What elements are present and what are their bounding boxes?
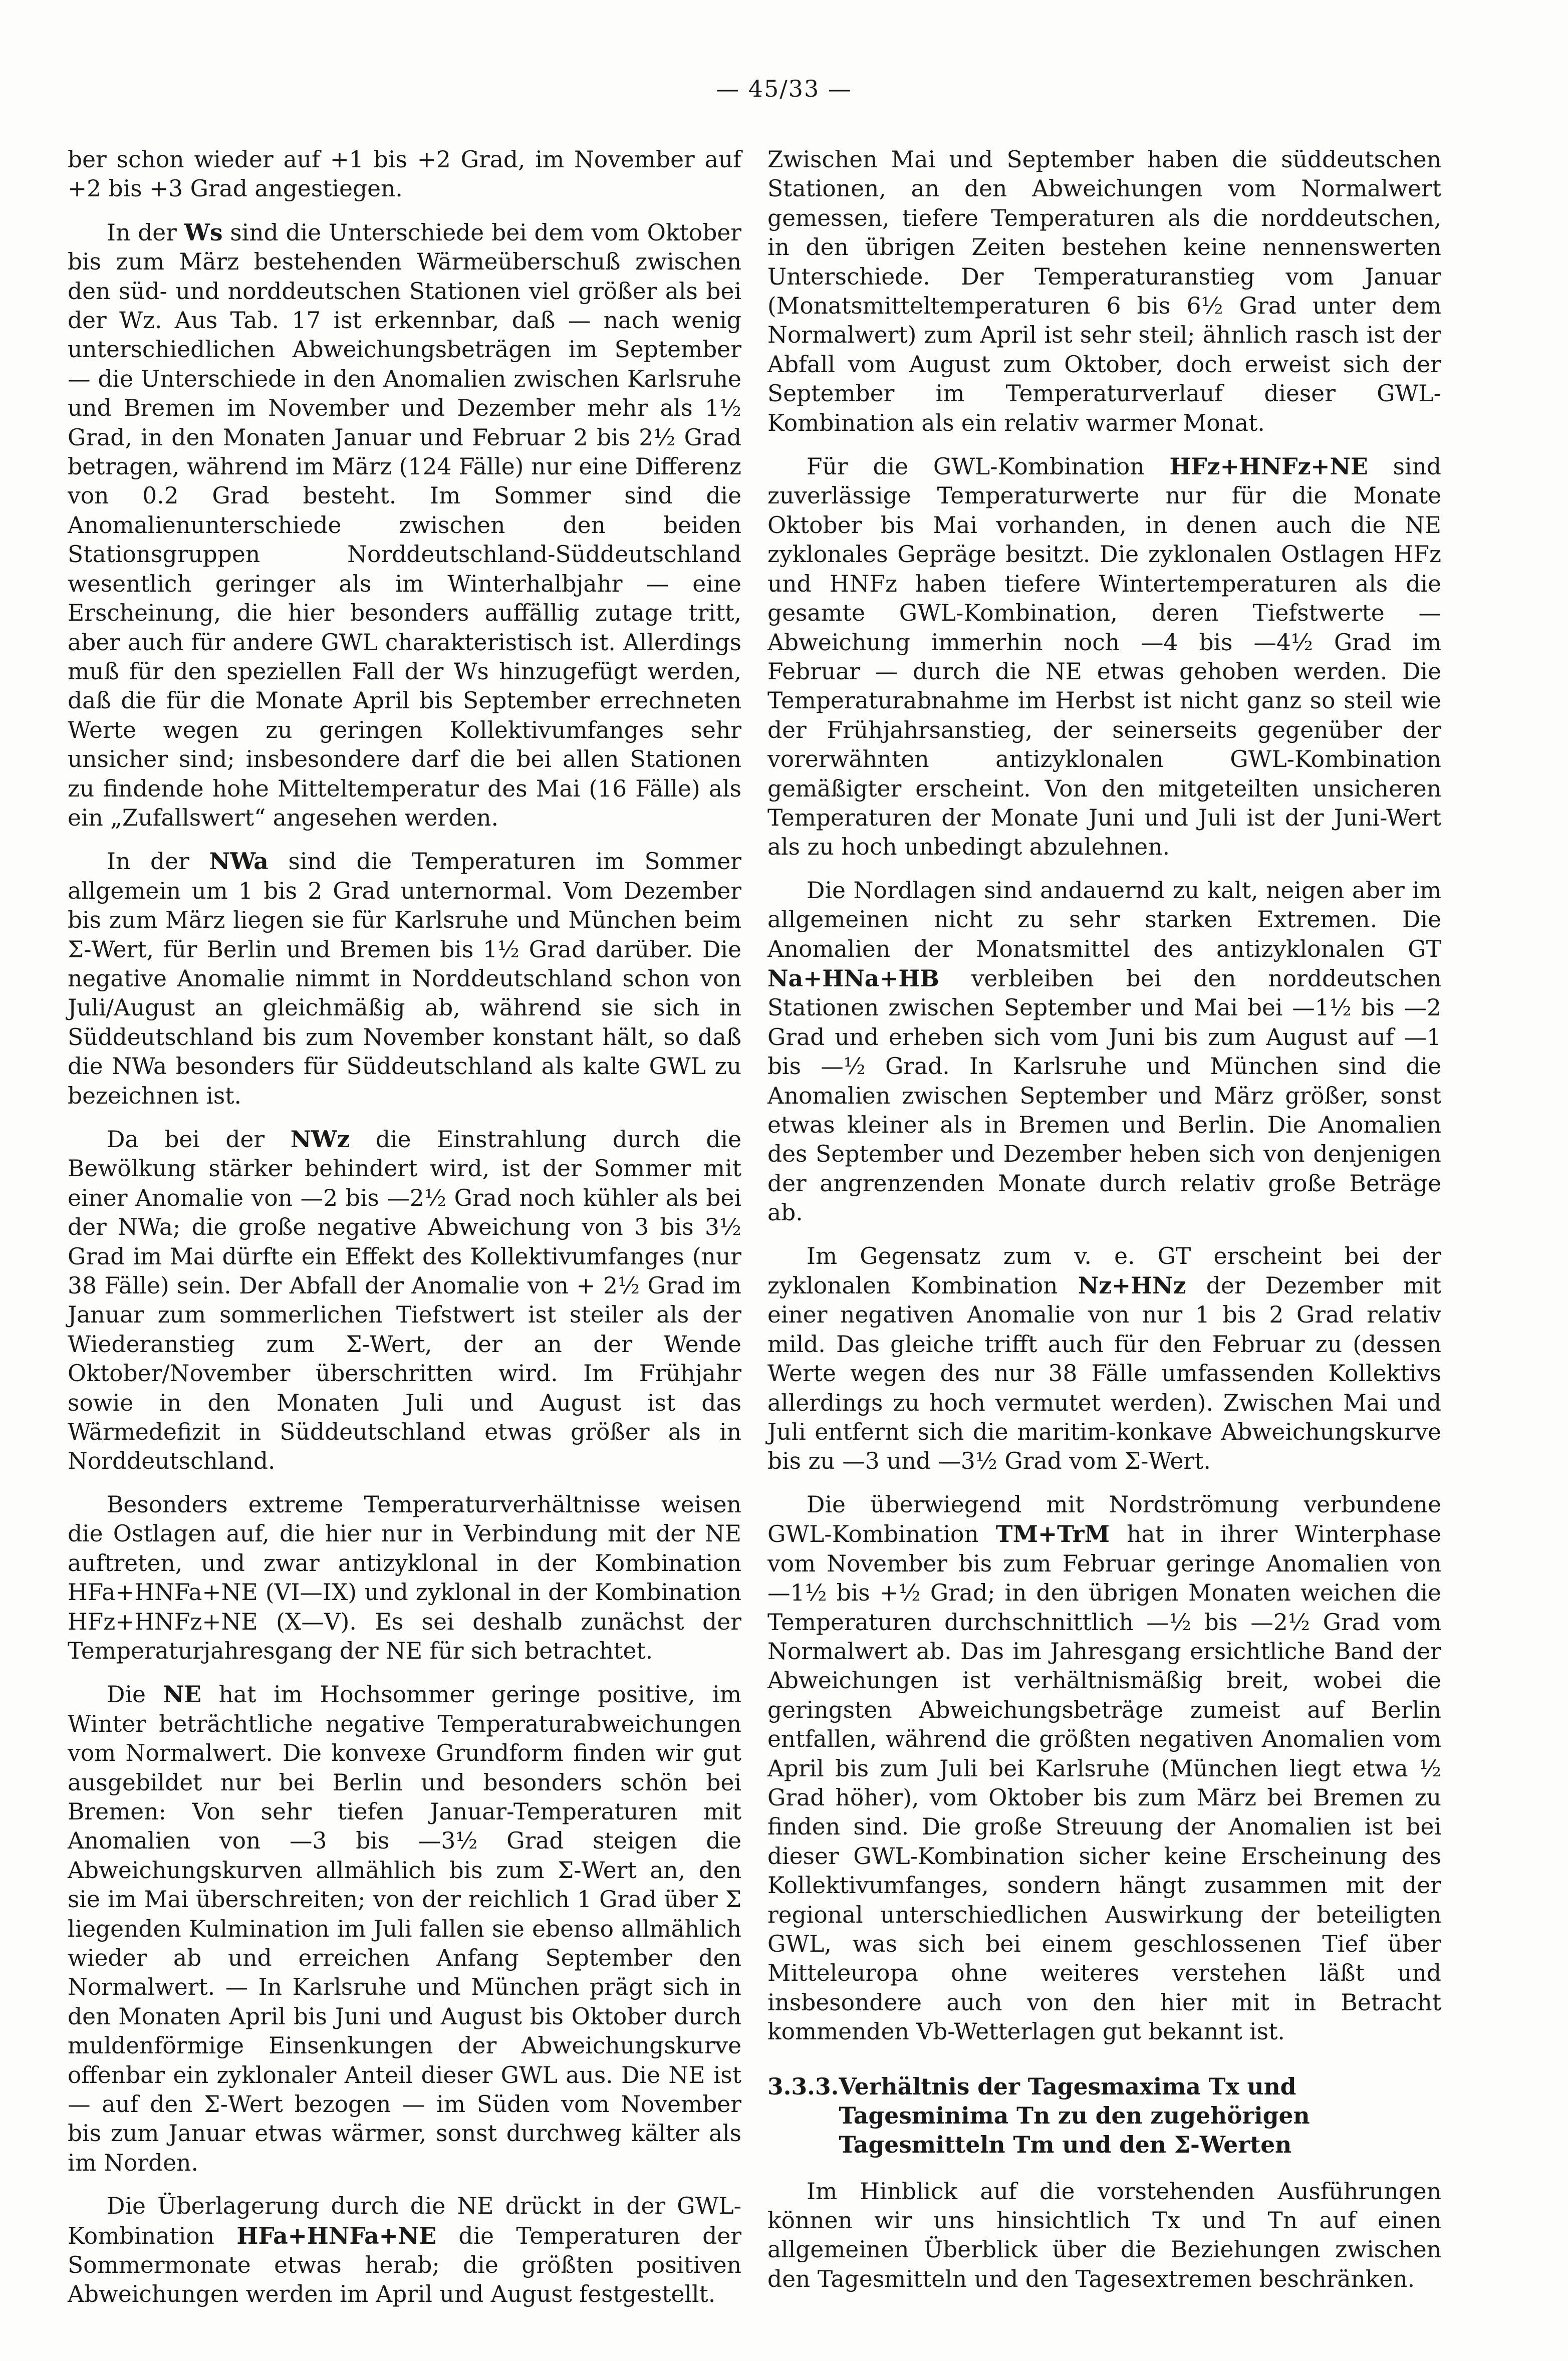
bold-term: Ws — [184, 218, 223, 246]
bold-term: HFz+HNFz+NE — [1169, 453, 1368, 480]
bold-term: NE — [163, 1681, 201, 1708]
section-title: Verhältnis der Tagesmaxima Tx und Tagesminima Tn zu den zugehörigen Tagesmitteln Tm und den Σ-Werten — [839, 2072, 1310, 2158]
text-run: hat in ihrer Winterphase vom November bis zum Februar geringe Anomalien von —1½ bis +½ Grad; in den übrigen Monaten weichen die Temperaturen durchschnittlich —½ bis —2½ Grad vom Normalwert ab. Das im Jahresgang ersichtliche Band der Abweichungen ist verhältnismäßig breit, wobei die geringsten Abweichungsbeträge zumeist auf Berlin entfallen, während die größten negativen Anomalien vom April bis zum Juli bei Karlsruhe (München liegt etwa ½ Grad höher), vom Oktober bis zum März bei Bremen zu finden sind. Die große Streuung der Anomalien ist bei dieser GWL-Kombination sicher keine Erscheinung des Kollektivumfanges, sondern hängt zusammen mit der regional unterschiedlichen Auswirkung der beteiligten GWL, was sich bei einem geschlossenen Tief über Mitteleuropa ohne weiteres verstehen läßt und insbesondere auch von den hier mit in Betracht kommenden Vb-Wetterlagen gut bekannt ist. — [767, 1521, 1441, 2045]
text-run: sind die Unterschiede bei dem vom Oktober bis zum März bestehenden Wärmeüberschuß zwischen den süd- und norddeutschen Stationen viel größer als bei der Wz. Aus Tab. 17 ist erkennbar, daß — nach wenig unterschiedlichen Abweichungsbeträgen im September — die Unterschiede in den Anomalien zwischen Karlsruhe und Bremen im November und Dezember mehr als 1½ Grad, in den Monaten Januar und Februar 2 bis 2½ Grad betragen, während im März (124 Fälle) nur eine Differenz von 0.2 Grad besteht. Im Sommer sind die Anomalienunterschiede zwischen den beiden Stationsgruppen Norddeutschland-Süddeutschland wesentlich geringer als im Winterhalbjahr — eine Erscheinung, die hier besonders auffällig zutage tritt, aber auch für andere GWL charakteristisch ist. Allerdings muß für den speziellen Fall der Ws hinzugefügt werden, daß die für die Monate April bis September errechneten Werte wegen zu geringen Kollektivumfanges sehr unsicher sind; insbesondere darf die bei allen Stationen zu findende hohe Mitteltemperatur des Mai (16 Fälle) als ein „Zufallswert“ angesehen werden. — [68, 219, 741, 831]
page-number: — 45/33 — — [716, 75, 852, 102]
text-run: In der — [107, 848, 209, 875]
text-run: Zwischen Mai und September haben die süddeutschen Stationen, an den Abweichungen vom Normalwert gemessen, tiefere Temperaturen als die norddeutschen, in den übrigen Zeiten bestehen keine nennenswerten Unterschiede. Der Temperaturanstieg vom Januar (Monatsmitteltemperaturen 6 bis 6½ Grad unter dem Normalwert) zum April ist sehr steil; ähnlich rasch ist der Abfall vom August zum Oktober, doch erweist sich der September im Temperaturverlauf dieser GWL-Kombination als ein relativ warmer Monat. — [767, 146, 1441, 436]
section-number: 3.3.3. — [767, 2072, 839, 2100]
text-run: In der — [107, 219, 184, 246]
text-run: Da bei der — [107, 1126, 291, 1153]
left-column — [68, 145, 741, 2309]
bold-term: Na+HNa+HB — [767, 964, 939, 992]
text-run: sind zuverlässige Temperaturwerte nur für die Monate Oktober bis Mai vorhanden, in denen auch die NE zyklonales Gepräge besitzt. Die zyklonalen Ostlagen HFz und HNFz haben tiefere Wintertemperaturen als die gesamte GWL-Kombination, deren Tiefstwerte — Abweichung immerhin noch —4 bis —4½ Grad im Februar — durch die NE etwas gehoben werden. Die Temperaturabnahme im Herbst ist nicht ganz so steil wie der Frühjahrsanstieg, der seinerseits gegenüber der vorerwähnten antizyklonalen GWL-Kombination gemäßigter erscheint. Von den mitgeteilten unsicheren Temperaturen der Monate Juni und Juli ist der Juni-Wert als zu hoch unbedingt abzulehnen. — [767, 453, 1441, 861]
bold-term: NWz — [290, 1126, 350, 1153]
bold-term: HFa+HNFa+NE — [236, 2222, 437, 2249]
paragraph — [767, 452, 1441, 862]
text-run: Besonders extreme Temperaturverhältnisse weisen die Ostlagen auf, die hier nur in Verbindung mit der NE auftreten, und zwar antizyklonal in der Kombination HFa+HNFa+NE (VI—IX) und zyklonal in der Kombination HFz+HNFz+NE (X—V). Es sei deshalb zunächst der Temperaturjahresgang der NE für sich betrachtet. — [68, 1491, 741, 1664]
text-run: Die — [107, 1681, 163, 1708]
paragraph — [68, 1490, 741, 1666]
paragraph — [767, 1490, 1441, 2047]
bold-term: NWa — [209, 848, 269, 875]
text-run: hat im Hochsommer geringe positive, im Winter beträchtliche negative Temperaturabweichungen vom Normalwert. Die konvexe Grundform finden wir gut ausgebildet nur bei Berlin und besonders schön bei Bremen: Von sehr tiefen Januar-Temperaturen mit Anomalien von —3 bis —3½ Grad steigen die Abweichungskurven allmählich bis zum Σ-Wert an, den sie im Mai überschreiten; von der reichlich 1 Grad über Σ liegenden Kulmination im Juli fallen sie ebenso allmählich wieder ab und erreichen Anfang September den Normalwert. — In Karlsruhe und München prägt sich in den Monaten April bis Juni und August bis Oktober durch muldenförmige Einsenkungen der Abweichungskurve offenbar ein zyklonaler Anteil dieser GWL aus. Die NE ist — auf den Σ-Wert bezogen — im Süden vom November bis zum Januar etwas wärmer, sonst durchweg kälter als im Norden. — [68, 1681, 742, 2176]
right-column — [767, 145, 1441, 2294]
text-run: der Dezember mit einer negativen Anomalie von nur 1 bis 2 Grad relativ mild. Das gleiche trifft auch für den Februar zu (dessen Werte wegen des nur 38 Fälle umfassenden Kollektivs allerdings zu hoch vermutet werden). Zwischen Mai und Juli entfernt sich die maritim-konkave Abweichungskurve bis zu —3 und —3½ Grad vom Σ-Wert. — [767, 1272, 1441, 1475]
paragraph — [68, 1680, 741, 2178]
text-run: Für die GWL-Kombination — [807, 453, 1170, 480]
text-run: die Temperaturen der Sommermonate etwas herab; die größten positiven Abweichungen werden im April und August festgestellt. — [68, 2222, 741, 2308]
text-run: ber schon wieder auf +1 bis +2 Grad, im November auf +2 bis +3 Grad angestiegen. — [68, 146, 741, 202]
section-heading — [767, 2072, 1441, 2159]
text-run: Die Überlagerung durch die NE drückt in der GWL-Kombination — [68, 2193, 741, 2249]
text-run: die Einstrahlung durch die Bewölkung stärker behindert wird, ist der Sommer mit einer Anomalie von —2 bis —2½ Grad noch kühler als bei der NWa; die große negative Abweichung von 3 bis 3½ Grad im Mai dürfte ein Effekt des Kollektivumfanges (nur 38 Fälle) sein. Der Abfall der Anomalie von + 2½ Grad im Januar zum sommerlichen Tiefstwert ist steiler als der Wiederanstieg zum Σ-Wert, der an der Wende Oktober/November überschritten wird. Im Frühjahr sowie in den Monaten Juli und August ist das Wärmedefizit in Süddeutschland etwas größer als in Norddeutschland. — [68, 1126, 742, 1475]
text-run: Die überwiegend mit Nordströmung verbundene GWL-Kombination — [767, 1491, 1441, 1548]
right-column-paragraphs — [767, 145, 1441, 2047]
bold-term: Nz+HNz — [1078, 1272, 1186, 1299]
text-run: verbleiben bei den norddeutschen Stationen zwischen September und Mai bei —1½ bis —2 Grad und erheben sich vom Juni bis zum August auf —1 bis —½ Grad. In Karlsruhe und München sind die Anomalien zwischen September und März größer, sonst etwas kleiner als in Bremen und Berlin. Die Anomalien des September und Dezember heben sich von denjenigen der angrenzenden Monate durch relativ große Beträge ab. — [767, 965, 1441, 1226]
paragraph — [68, 2192, 741, 2309]
paragraph — [68, 218, 741, 833]
text-run: sind die Temperaturen im Sommer allgemein um 1 bis 2 Grad unternormal. Vom Dezember bis zum März liegen sie für Karlsruhe und München beim Σ-Wert, für Berlin und Bremen bis 1½ Grad darüber. Die negative Anomalie nimmt in Norddeutschland schon von Juli/August an gleichmäßig ab, während sie sich in Süddeutschland bis zum November konstant hält, so daß die NWa besonders für Süddeutschland als kalte GWL zu bezeichnen ist. — [68, 848, 741, 1109]
paragraph — [767, 1242, 1441, 1476]
paragraph — [68, 1125, 741, 1476]
text-run: Im Gegensatz zum v. e. GT erscheint bei der zyklonalen Kombination — [767, 1242, 1441, 1299]
section-paragraph: Im Hinblick auf die vorstehenden Ausführungen können wir uns hinsichtlich Tx und Tn auf einen allgemeinen Überblick über die Beziehungen zwischen den Tagesmitteln und den Tagesextremen beschränken. — [767, 2178, 1441, 2292]
paragraph — [767, 145, 1441, 438]
bold-term: TM+TrM — [995, 1520, 1110, 1548]
paragraph — [767, 876, 1441, 1228]
text-run: Die Nordlagen sind andauernd zu kalt, neigen aber im allgemeinen nicht zu sehr starken Extremen. Die Anomalien der Monatsmittel des antizyklonalen GT — [767, 877, 1441, 962]
paragraph — [68, 145, 741, 204]
paragraph — [68, 847, 741, 1111]
